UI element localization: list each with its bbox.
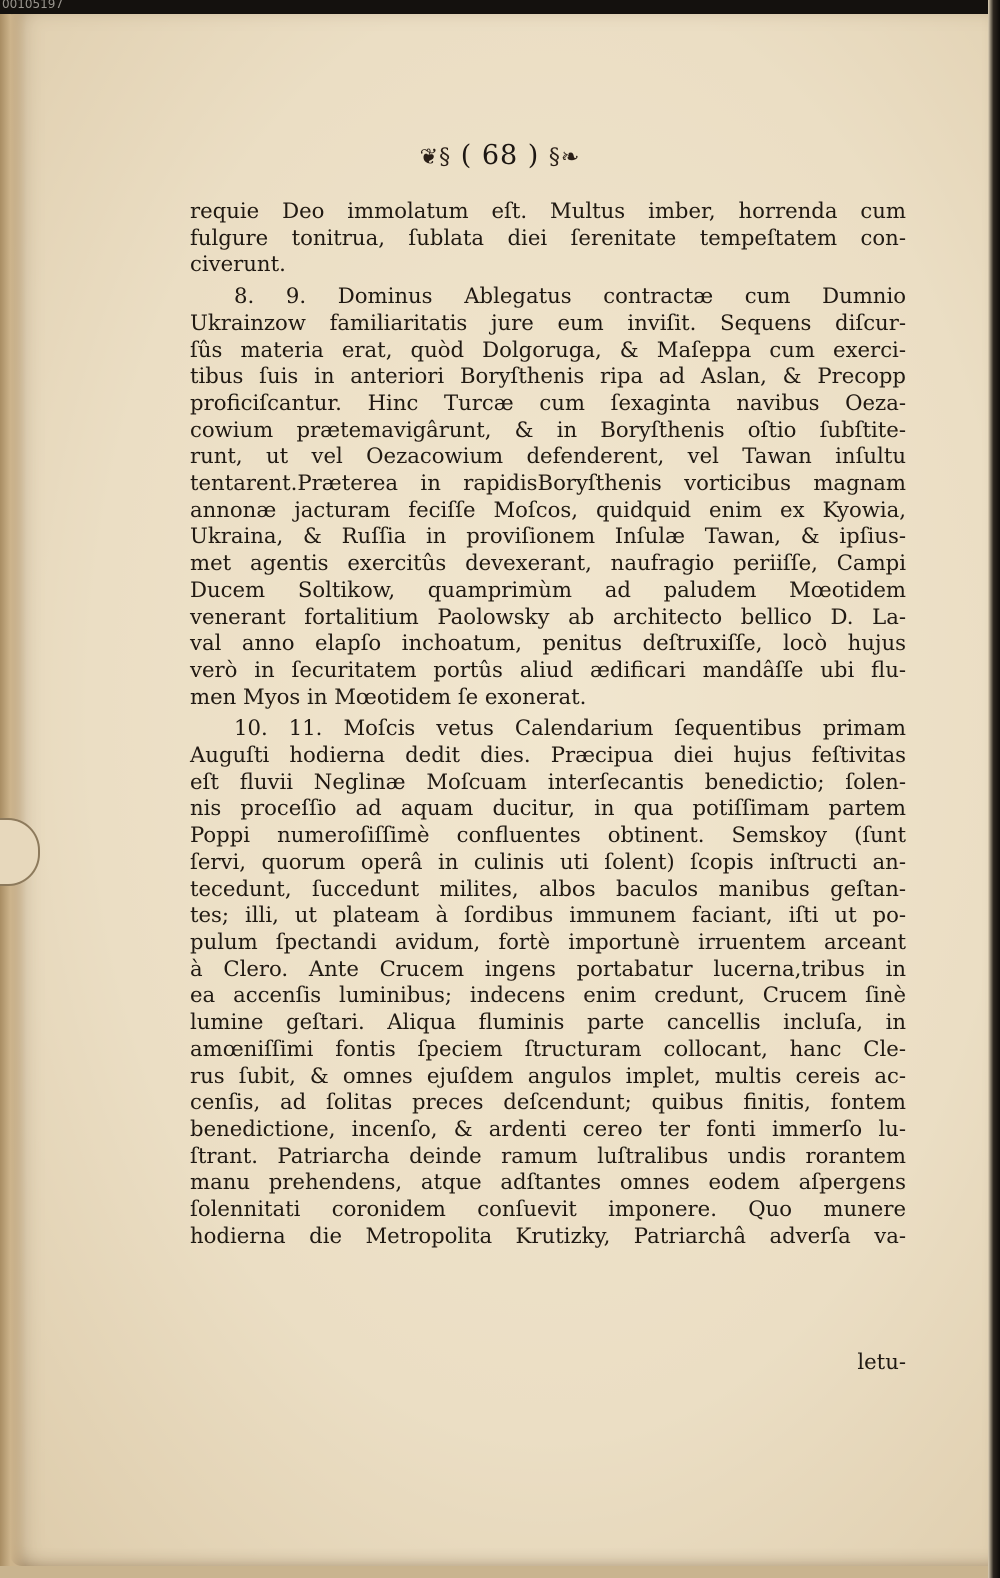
- text-line: tibus ſuis in anteriori Boryſthenis ripa ad Aslan, & Precopp: [190, 363, 906, 389]
- text-line: nis proceſſio ad aquam ducitur, in qua potiſſimam partem: [190, 795, 906, 821]
- text-line: amœniſſimi fontis ſpeciem ſtructuram collocant, hanc Cle-: [190, 1035, 906, 1061]
- text-line: tes; illi, ut plateam à ſordibus immunem faciant, iſti ut po-: [190, 902, 906, 928]
- text-line: ea accenſis luminibus; indecens enim credunt, Crucem ſinè: [190, 982, 906, 1008]
- book-edge: [988, 0, 1000, 1578]
- text-line: rus ſubit, & omnes ejuſdem angulos implet, multis cereis ac-: [190, 1062, 906, 1088]
- text-line: ſervi, quorum operâ in culinis uti ſolent) ſcopis inſtructi an-: [190, 848, 906, 874]
- text-line: 8. 9. Dominus Ablegatus contractæ cum Dumnio: [234, 283, 906, 309]
- page-header: [0, 140, 1000, 171]
- text-line: tecedunt, ſuccedunt milites, albos baculos manibus geſtan-: [190, 875, 906, 901]
- text-line: men Myos in Mœotidem ſe exonerat.: [190, 683, 587, 709]
- text-line: civerunt.: [190, 251, 286, 277]
- catchword: letu-: [857, 1349, 906, 1374]
- text-line: hodierna die Metropolita Krutizky, Patriarchâ adverſa va-: [190, 1222, 906, 1248]
- right-ornament-icon: §❧: [548, 145, 581, 170]
- scan-code: 00105197: [2, 0, 64, 11]
- text-line: cenſis, ad ſolitas preces deſcendunt; quibus finitis, fontem: [190, 1089, 906, 1115]
- text-line: cowium prætemavigârunt, & in Boryſthenis oſtio ſubſtite-: [190, 416, 906, 442]
- text-line: requie Deo immolatum eſt. Multus imber, horrenda cum: [190, 198, 906, 223]
- text-line: fulgure tonitrua, ſublata diei ſerenitate tempeſtatem con-: [190, 224, 906, 250]
- text-line: ſolennitati coronidem conſuevit imponere. Quo munere: [190, 1196, 906, 1222]
- body-text: [190, 198, 906, 1249]
- text-line: pulum ſpectandi avidum, fortè importunè irruentem arceant: [190, 928, 906, 954]
- text-line: ſtrant. Patriarcha deinde ramum luſtralibus undis rorantem: [190, 1142, 906, 1168]
- text-line: met agentis exercitûs devexerant, naufragio periiſſe, Campi: [190, 550, 906, 576]
- text-line: val anno elapſo inchoatum, penitus deſtruxiſſe, locò hujus: [190, 630, 906, 656]
- text-line: eſt fluvii Neglinæ Moſcuam interſecantis benedictio; ſolen-: [190, 768, 906, 794]
- text-line: lumine geſtari. Aliqua fluminis parte cancellis incluſa, in: [190, 1009, 906, 1035]
- text-line: manu prehendens, atque adſtantes omnes eodem aſpergens: [190, 1169, 906, 1195]
- text-line: annonæ jacturam feciſſe Moſcos, quidquid enim ex Kyowia,: [190, 496, 906, 522]
- text-line: runt, ut vel Oezacowium defenderent, vel Tawan inſultu: [190, 443, 906, 469]
- left-ornament-icon: ❦§: [419, 145, 452, 170]
- text-line: Auguſti hodierna dedit dies. Præcipua diei hujus feſtivitas: [190, 742, 906, 768]
- text-line: ſûs materia erat, quòd Dolgoruga, & Maſeppa cum exerci-: [190, 336, 906, 362]
- text-line: Ukraina, & Ruſſia in proviſionem Inſulæ Tawan, & ipſius-: [190, 523, 906, 549]
- text-line: tentarent.Præterea in rapidisBoryſthenis vorticibus magnam: [190, 470, 906, 496]
- text-line: Poppi numeroſiſſimè confluentes obtinent. Semskoy (ſunt: [190, 822, 906, 848]
- text-line: Ducem Soltikow, quamprimùm ad paludem Mœotidem: [190, 576, 906, 602]
- text-line: Ukrainzow familiaritatis jure eum inviſit. Sequens diſcur-: [190, 309, 906, 335]
- text-line: proficiſcantur. Hinc Turcæ cum ſexaginta navibus Oeza-: [190, 389, 906, 415]
- page-gutter-shadow: [0, 14, 26, 1566]
- text-line: à Clero. Ante Crucem ingens portabatur lucerna,tribus in: [190, 955, 906, 981]
- page-number: ( 68 ): [460, 140, 540, 171]
- text-line: venerant fortalitium Paolowsky ab architecto bellico D. La-: [190, 603, 906, 629]
- text-line: verò in ſecuritatem portûs aliud ædificari mandâſſe ubi flu-: [190, 656, 906, 682]
- text-line: benedictione, incenſo, & ardenti cereo ter fonti immerſo lu-: [190, 1115, 906, 1141]
- text-line: 10. 11. Moſcis vetus Calendarium ſequentibus primam: [234, 715, 906, 741]
